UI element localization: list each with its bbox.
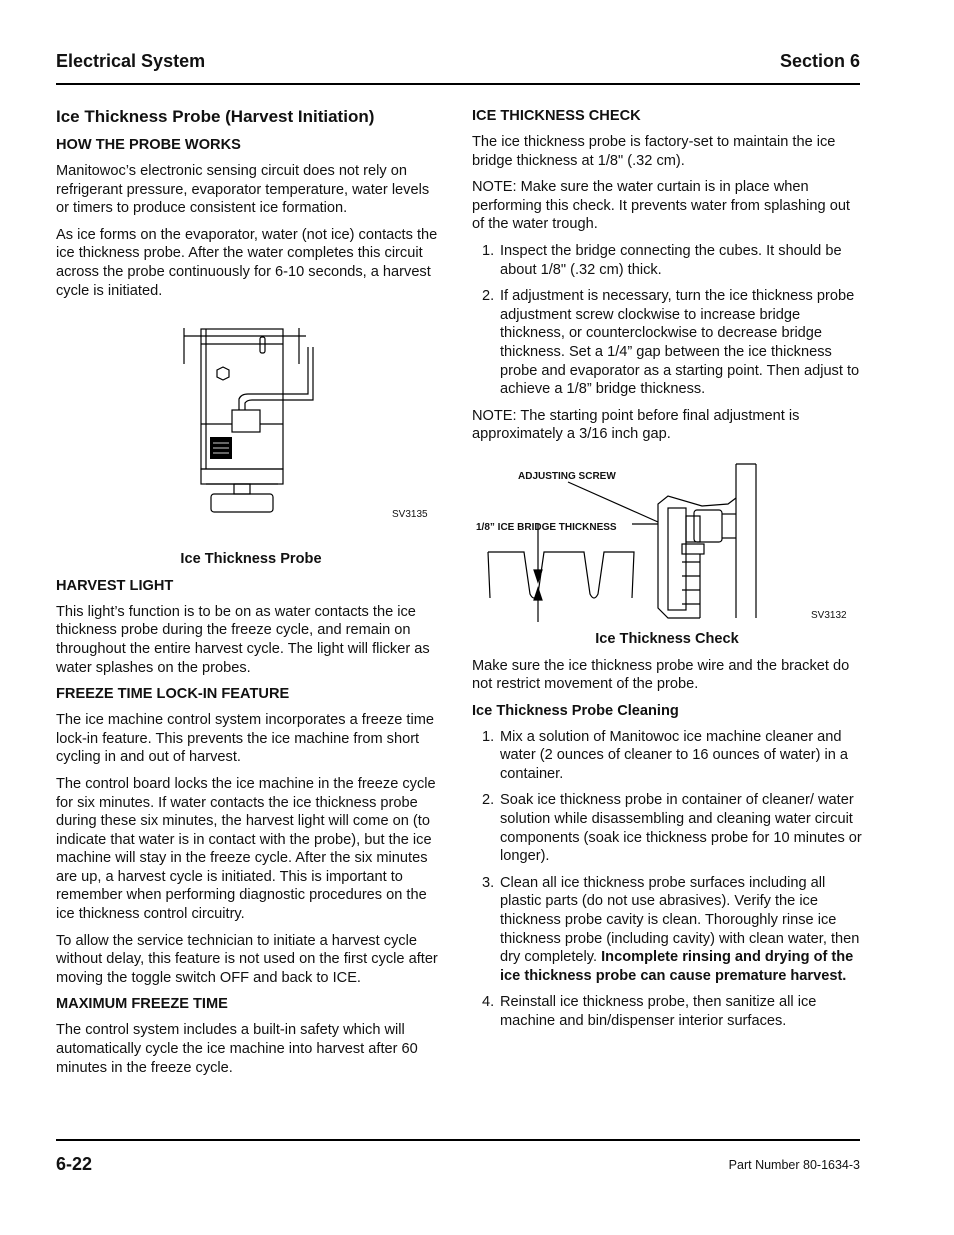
section-heading: FREEZE TIME LOCK-IN FEATURE — [56, 686, 290, 703]
label-adjusting-screw: ADJUSTING SCREW — [518, 470, 616, 482]
paragraph: The ice thickness probe is factory-set to maintain the ice bridge thickness at 1/8" (.32 cm). — [472, 134, 836, 169]
paragraph: This light’s function is to be on as water contacts the ice thickness probe during the freeze cycle, and remain on throughout the entire harvest cycle. The light will flicker as water splashes on the probes. — [56, 603, 430, 676]
list-item: 1. Inspect the bridge connecting the cubes. It should be about 1/8" (.32 cm) thick. — [482, 242, 842, 278]
footer-rule — [56, 1139, 860, 1141]
check-steps — [472, 242, 862, 399]
paragraph: To allow the service technician to initiate a harvest cycle without delay, this feature is not used on the first cycle after moving the toggle switch OFF and back to ICE. — [56, 932, 438, 986]
figure-code: SV3135 — [392, 509, 428, 521]
list-item: 2. If adjustment is necessary, turn the ice thickness probe adjustment screw clockwise to increase bridge thickness, or counterclockwise to decrease bridge thickness. Set a 1/4” gap between the ice thickness probe and evaporator as a starting point. Then adjust to achieve a 1/8” bridge thickness. — [482, 288, 860, 398]
paragraph: The ice machine control system incorporates a freeze time lock-in feature. This prevents the ice machine from short cycling in and out of harvest. — [56, 712, 434, 766]
figure-code: SV3132 — [811, 609, 847, 621]
list-item: 1. Mix a solution of Manitowoc ice machine cleaner and water (2 ounces of cleaner to 16 ounces of water) in a container. — [482, 728, 849, 782]
paragraph: As ice forms on the evaporator, water (not ice) contacts the ice thickness probe. After the water completes this circuit across the probe continuously for 6-10 seconds, a harvest cycle is initiated. — [56, 226, 438, 299]
paragraph: The control board locks the ice machine in the freeze cycle for six minutes. If water contacts the ice thickness probe during these six minutes, the harvest light will come on (to indicate that water is in contact with the probe), but the ice machine will stay in the freeze cycle. After the six minutes are up, a harvest cycle is initiated. This is important to remember when performing diagnostic procedures on the ice thickness control circuitry. — [56, 775, 436, 923]
list-item: 2. Soak ice thickness probe in container of cleaner/ water solution while disassembling and cleaning water circuit components (soak ice thickness probe for 10 minutes or longer). — [482, 792, 862, 865]
part-number: Part Number 80-1634-3 — [728, 1158, 860, 1172]
section-heading: HARVEST LIGHT — [56, 577, 174, 594]
right-column — [472, 107, 862, 1039]
page-title: Ice Thickness Probe (Harvest Initiation) — [56, 107, 375, 126]
figure-ice-thickness-probe — [56, 324, 446, 544]
cleaning-steps — [472, 728, 862, 1031]
header-section-title: Electrical System — [56, 51, 206, 71]
figure-caption: Ice Thickness Probe — [180, 551, 322, 568]
note: NOTE: Make sure the water curtain is in place when performing this check. It prevents water from splashing out of the water trough. — [472, 179, 850, 233]
list-item: 4. Reinstall ice thickness probe, then sanitize all ice machine and bin/dispenser interior surfaces. — [482, 994, 817, 1029]
section-heading: Ice Thickness Probe Cleaning — [472, 702, 679, 719]
header-section-number: Section 6 — [779, 51, 860, 71]
paragraph: The control system includes a built-in safety which will automatically cycle the ice machine into harvest after 60 minutes in the freeze cycle. — [56, 1022, 418, 1076]
paragraph: Make sure the ice thickness probe wire and the bracket do not restrict movement of the probe. — [472, 657, 850, 693]
warning-text: Incomplete rinsing and drying of the ice thickness probe can cause premature harvest. — [500, 949, 854, 984]
section-heading: MAXIMUM FREEZE TIME — [56, 996, 228, 1013]
section-heading: HOW THE PROBE WORKS — [56, 137, 241, 153]
figure-ice-thickness-check — [472, 458, 862, 626]
list-item: 3. Clean all ice thickness probe surfaces including all plastic parts (do not use abrasives). Verify the ice thickness probe cavity is clean. Thoroughly rinse ice thickness probe (including cavity) with clean water, then dry completely. Incomplete rinsing and drying of the ice thickness probe can cause premature harvest. — [482, 874, 860, 984]
ice-thickness-probe-drawing — [56, 324, 446, 544]
page-number: 6-22 — [56, 1154, 93, 1174]
paragraph: Manitowoc’s electronic sensing circuit does not rely on refrigerant pressure, evaporator temperature, water levels or timers to produce consistent ice formation. — [56, 163, 430, 217]
left-column — [56, 107, 446, 1085]
label-ice-bridge-thickness: 1/8” ICE BRIDGE THICKNESS — [476, 521, 617, 533]
section-heading: ICE THICKNESS CHECK — [472, 108, 641, 124]
header-rule — [56, 83, 860, 85]
note: NOTE: The starting point before final adjustment is approximately a 3/16 inch gap. — [472, 407, 800, 443]
figure-caption: Ice Thickness Check — [595, 630, 739, 647]
